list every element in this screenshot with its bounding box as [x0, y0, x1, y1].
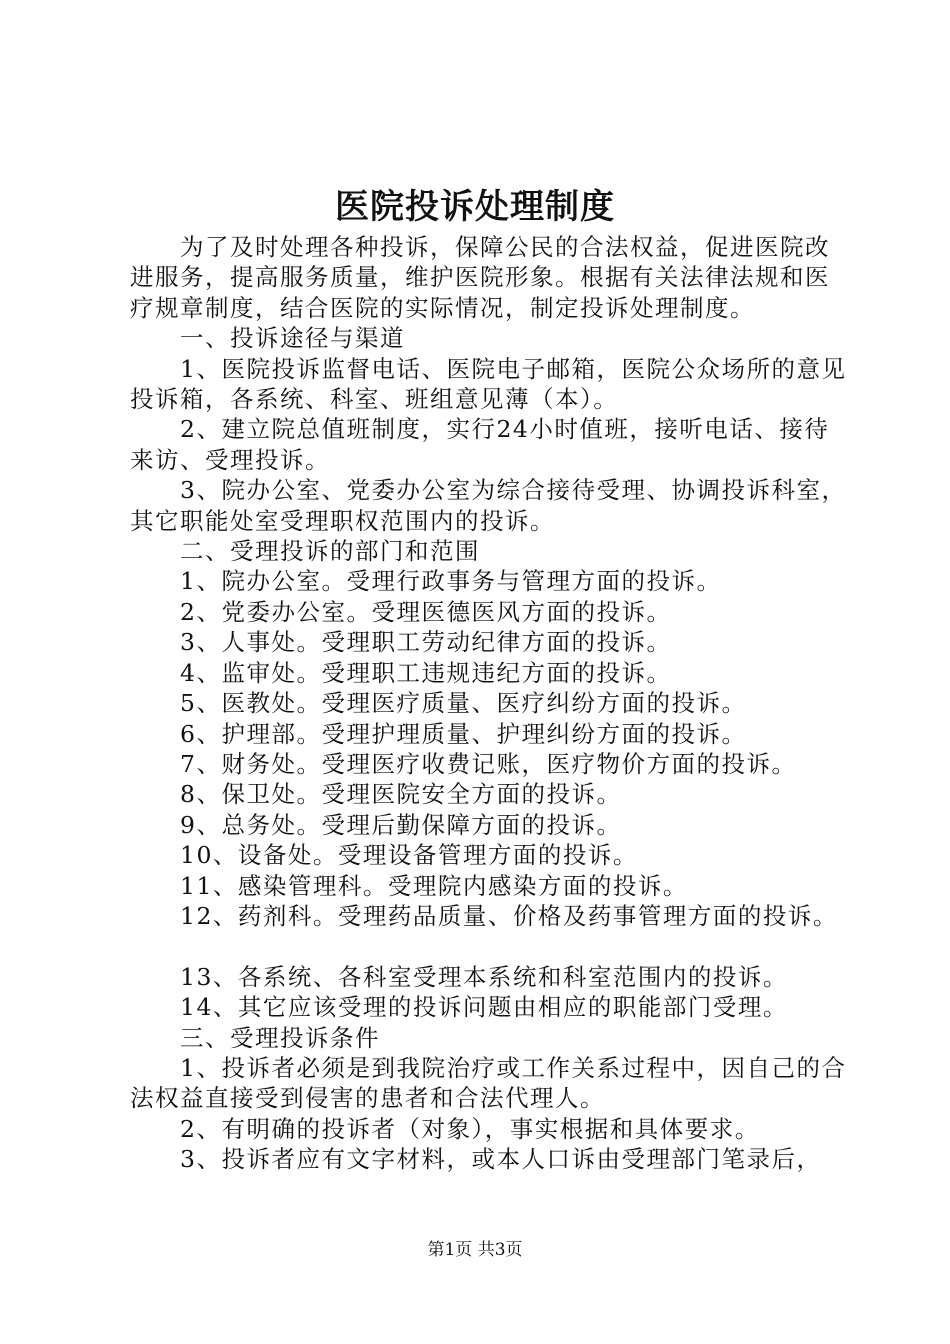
- list-item: 10、设备处。受理设备管理方面的投诉。: [180, 841, 638, 870]
- blank-line: [130, 931, 850, 961]
- list-item: 7、财务处。受理医疗收费记账，医疗物价方面的投诉。: [180, 749, 797, 778]
- section-heading-3: 三、受理投诉条件: [180, 1023, 380, 1052]
- page-footer: 第1页 共3页: [427, 1240, 523, 1260]
- list-item: 14、其它应该受理的投诉问题由相应的职能部门受理。: [180, 993, 788, 1022]
- intro-paragraph: 为了及时处理各种投诉，保障公民的合法权益，促进医院改进服务，提高服务质量，维护医院形象。根据有关法律法规和医疗规章制度，结合医院的实际情况，制定投诉处理制度。: [130, 233, 830, 322]
- list-item: 3、人事处。受理职工劳动纪律方面的投诉。: [180, 628, 672, 657]
- section-heading-2: 二、受理投诉的部门和范围: [180, 537, 480, 566]
- list-item: 2、党委办公室。受理医德医风方面的投诉。: [180, 597, 672, 626]
- paragraph-item: 1、医院投诉监督电话、医院电子邮箱，医院公众场所的意见投诉箱，各系统、科室、班组意见薄（本）。: [130, 354, 847, 414]
- list-item: 11、感染管理科。受理院内感染方面的投诉。: [180, 871, 688, 900]
- list-item: 4、监审处。受理职工违规违纪方面的投诉。: [180, 658, 672, 687]
- list-item: 1、院办公室。受理行政事务与管理方面的投诉。: [180, 567, 722, 596]
- list-item: 6、护理部。受理护理质量、护理纠纷方面的投诉。: [180, 719, 747, 748]
- list-item: 9、总务处。受理后勤保障方面的投诉。: [180, 810, 622, 839]
- paragraph-item: 1、投诉者必须是到我院治疗或工作关系过程中，因自己的合法权益直接受到侵害的患者和合法代理人。: [130, 1053, 847, 1113]
- paragraph-item: 2、有明确的投诉者（对象），事实根据和具体要求。: [180, 1114, 760, 1143]
- paragraph-item: 2、建立院总值班制度，实行24小时值班，接听电话、接待来访、受理投诉。: [130, 415, 830, 474]
- list-item: 8、保卫处。受理医院安全方面的投诉。: [180, 780, 622, 809]
- list-item: 13、各系统、各科室受理本系统和科室范围内的投诉。: [180, 962, 788, 991]
- document-title: 医院投诉处理制度: [335, 187, 615, 227]
- paragraph-item: 3、院办公室、党委办公室为综合接待受理、协调投诉科室，其它职能处室受理职权范围内的投诉。: [130, 476, 847, 535]
- list-item: 5、医教处。受理医疗质量、医疗纠纷方面的投诉。: [180, 689, 747, 718]
- paragraph-item: 3、投诉者应有文字材料，或本人口诉由受理部门笔录后，: [180, 1145, 822, 1174]
- section-heading-1: 一、投诉途径与渠道: [180, 324, 405, 353]
- document-body: [130, 232, 850, 1175]
- list-item: 12、药剂科。受理药品质量、价格及药事管理方面的投诉。: [180, 901, 838, 930]
